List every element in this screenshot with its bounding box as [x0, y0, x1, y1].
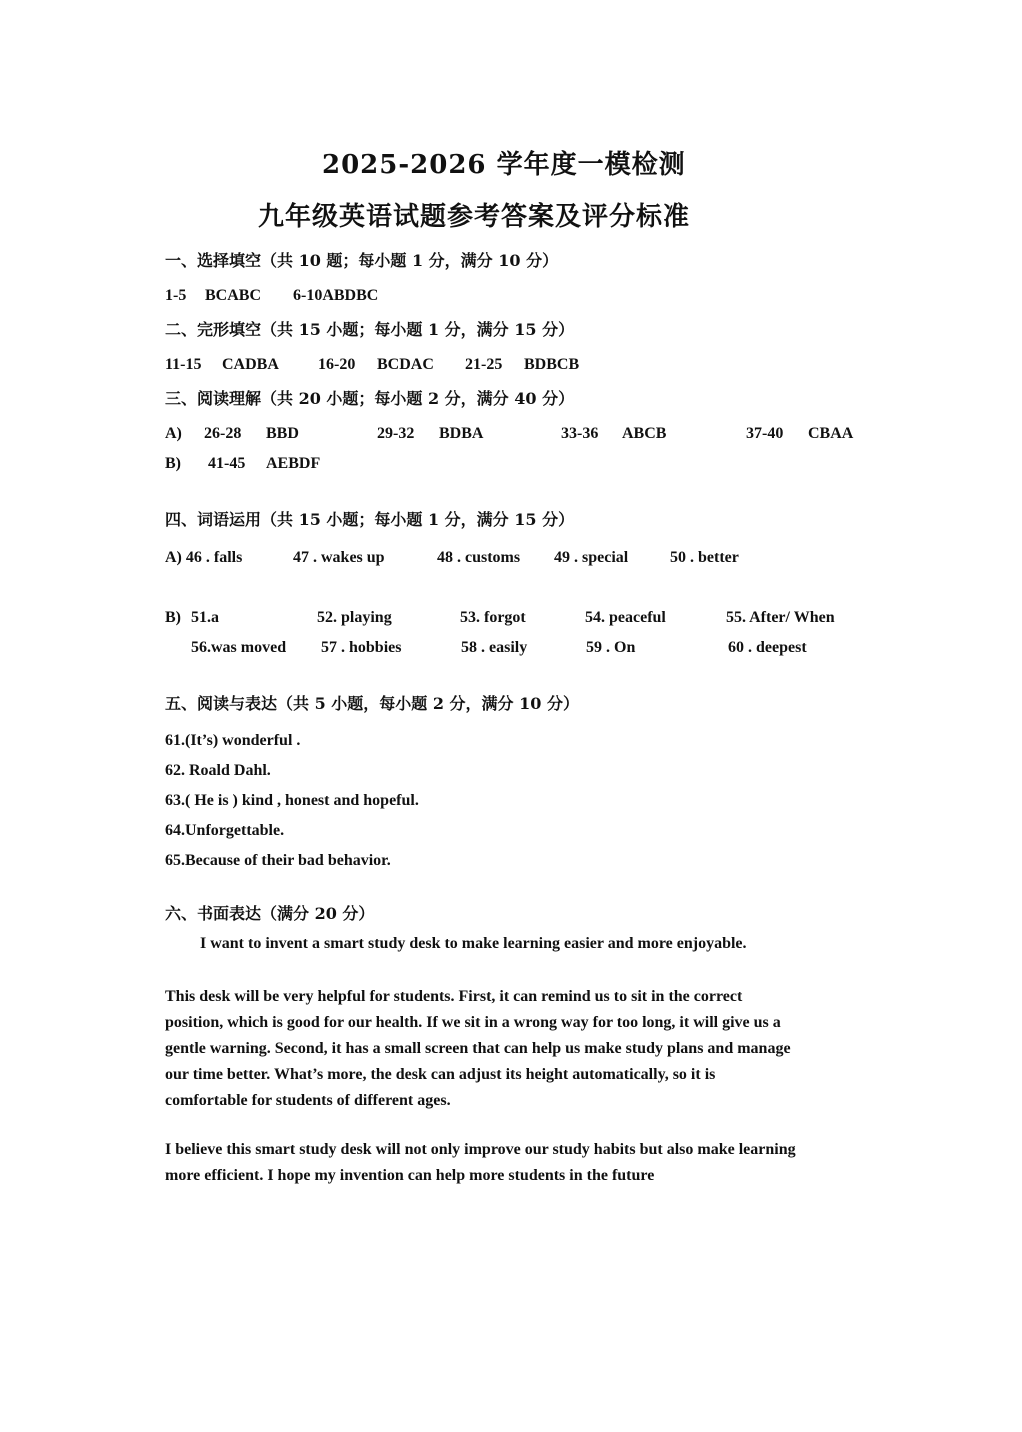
answer-item: 55. After/ When [726, 609, 835, 626]
answer-item: 61.(It’s) wonderful . [165, 732, 301, 749]
section-1-heading: 一、选择填空（共 10 题；每小题 1 分，满分 10 分） [165, 251, 559, 270]
essay-line: our time better. What’s more, the desk can adjust its height automatically, so it is [165, 1066, 716, 1083]
answer-item: 47 . wakes up [293, 549, 385, 566]
answer-item: 51.a [191, 609, 219, 626]
answer-item: A) [165, 425, 182, 442]
answer-item: 6-10ABDBC [293, 287, 379, 304]
answer-item: B) [165, 455, 181, 472]
essay-line: more efficient. I hope my invention can help more students in the future [165, 1167, 655, 1184]
section-2-heading: 二、完形填空（共 15 小题；每小题 1 分，满分 15 分） [165, 320, 575, 339]
page-subtitle: 九年级英语试题参考答案及评分标准 [258, 202, 691, 232]
answer-item: CADBA [222, 356, 279, 373]
answer-item: 64.Unforgettable. [165, 822, 285, 839]
essay-line: position, which is good for our health. If we sit in a wrong way for too long, it will give us a [165, 1014, 781, 1031]
answer-item: 33-36 [561, 425, 599, 442]
answer-item: 52. playing [317, 609, 392, 626]
answer-item: 26-28 [204, 425, 242, 442]
answer-item: 63.( He is ) kind , honest and hopeful. [165, 792, 419, 809]
answer-item: CBAA [808, 425, 854, 442]
essay-body [165, 984, 865, 1114]
answer-item: 48 . customs [437, 549, 521, 566]
answer-item: 1-5 [165, 287, 187, 304]
answer-item: 41-45 [208, 455, 246, 472]
answer-item: BDBCB [524, 356, 580, 373]
answer-item: 60 . deepest [728, 639, 807, 656]
essay-line: This desk will be very helpful for students. First, it can remind us to sit in the correct [165, 988, 743, 1005]
answer-item: 58 . easily [461, 639, 528, 656]
answer-item: BCDAC [377, 356, 434, 373]
answer-item: 21-25 [465, 356, 503, 373]
answer-item: 65.Because of their bad behavior. [165, 852, 391, 869]
answer-item: 57 . hobbies [321, 639, 402, 656]
answer-item: AEBDF [266, 455, 321, 472]
essay-line: gentle warning. Second, it has a small screen that can help us make study plans and manage [165, 1040, 791, 1057]
essay-intro: I want to invent a smart study desk to make learning easier and more enjoyable. [200, 935, 747, 952]
answer-item: 56.was moved [191, 639, 287, 656]
answer-item: B) [165, 609, 181, 626]
section-6-heading: 六、书面表达（满分 20 分） [165, 904, 375, 923]
answer-item: 49 . special [554, 549, 629, 566]
answer-item: A) 46 . falls [165, 549, 243, 566]
answer-item: 16-20 [318, 356, 356, 373]
answer-item: 11-15 [165, 356, 202, 373]
section-4-heading: 四、词语运用（共 15 小题；每小题 1 分，满分 15 分） [165, 510, 575, 529]
page-title: 2025-2026 学年度一模检测 [322, 150, 686, 180]
answer-item: 29-32 [377, 425, 415, 442]
essay-conclusion [165, 1137, 865, 1189]
answer-item: 50 . better [670, 549, 739, 566]
answer-item: BBD [266, 425, 299, 442]
answer-item: 54. peaceful [585, 609, 666, 626]
essay-line: I believe this smart study desk will not only improve our study habits but also make learning [165, 1141, 796, 1158]
answer-item: 59 . On [586, 639, 636, 656]
answer-item: 53. forgot [460, 609, 526, 626]
answer-item: BDBA [439, 425, 484, 442]
section-5-heading: 五、阅读与表达（共 5 小题，每小题 2 分，满分 10 分） [165, 694, 579, 713]
section-3-heading: 三、阅读理解（共 20 小题；每小题 2 分，满分 40 分） [165, 389, 575, 408]
answer-item: BCABC [205, 287, 262, 304]
answer-item: 37-40 [746, 425, 784, 442]
essay-line: comfortable for students of different ages. [165, 1092, 451, 1109]
answer-item: ABCB [622, 425, 667, 442]
answer-item: 62. Roald Dahl. [165, 762, 271, 779]
